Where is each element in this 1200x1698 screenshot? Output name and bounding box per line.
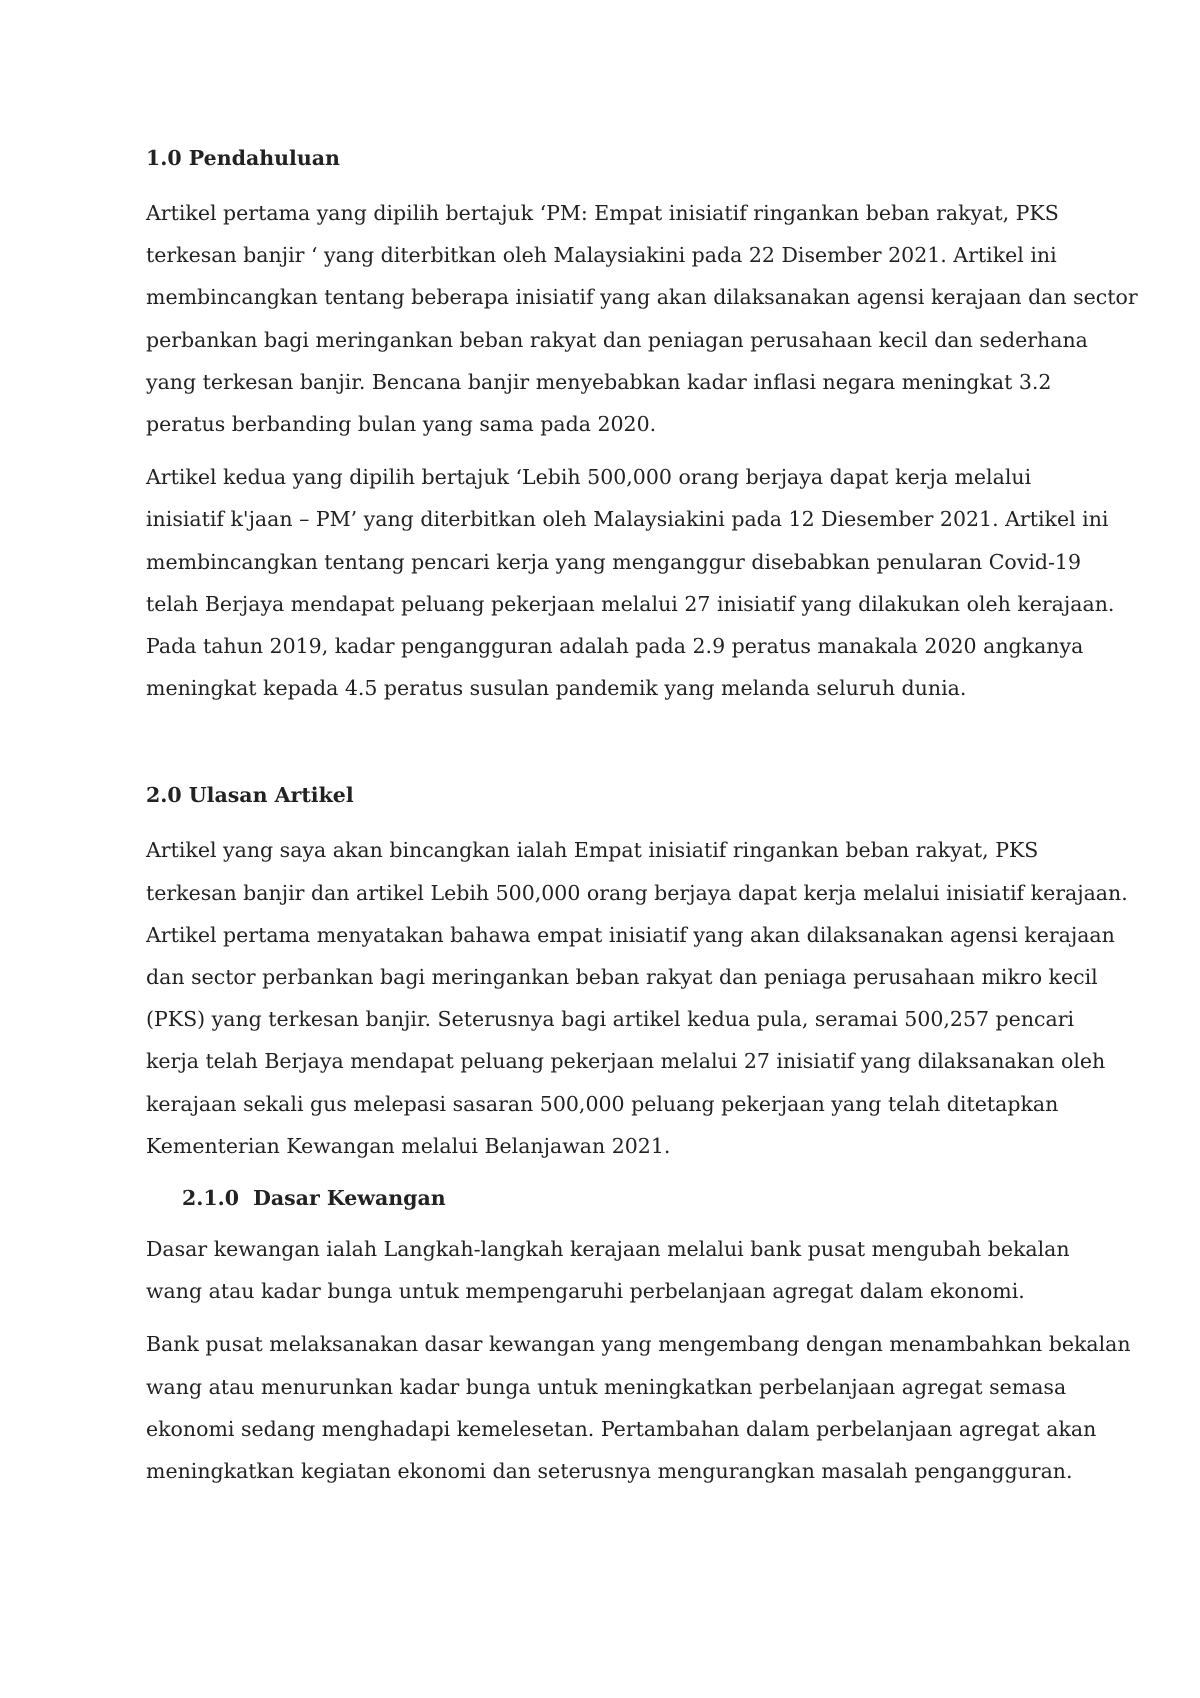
paragraph-bank-pusat xyxy=(146,1323,1131,1492)
subsection-number: 2.1.0 xyxy=(182,1186,240,1211)
text-line: terkesan banjir dan artikel Lebih 500,000 orang berjaya dapat kerja melalui inisiatif kerajaan. xyxy=(146,880,1128,905)
text-line: meningkat kepada 4.5 peratus susulan pandemik yang melanda seluruh dunia. xyxy=(146,676,967,701)
document-body xyxy=(146,138,1138,1503)
text-line: kerja telah Berjaya mendapat peluang pekerjaan melalui 27 inisiatif yang dilaksanakan oleh xyxy=(146,1049,1106,1074)
text-line: Dasar kewangan ialah Langkah-langkah kerajaan melalui bank pusat mengubah bekalan xyxy=(146,1237,1070,1262)
text-line: (PKS) yang terkesan banjir. Seterusnya bagi artikel kedua pula, seramai 500,257 pencari xyxy=(146,1007,1075,1032)
text-line: perbankan bagi meringankan beban rakyat dan peniagan perusahaan kecil dan sederhana xyxy=(146,327,1088,352)
section-spacer xyxy=(146,720,1076,775)
text-line: Pada tahun 2019, kadar pengangguran adalah pada 2.9 peratus manakala 2020 angkanya xyxy=(146,634,1084,659)
text-line: Artikel pertama menyatakan bahawa empat inisiatif yang akan dilaksanakan agensi kerajaan xyxy=(146,922,1115,947)
text-line: dan sector perbankan bagi meringankan beban rakyat dan peniaga perusahaan mikro kecil xyxy=(146,965,1098,990)
section-heading-ulasan-artikel: 2.0 Ulasan Artikel xyxy=(146,783,354,808)
subsection-title: Dasar Kewangan xyxy=(253,1186,446,1211)
text-line: wang atau kadar bunga untuk mempengaruhi perbelanjaan agregat dalam ekonomi. xyxy=(146,1279,1025,1304)
text-line: yang terkesan banjir. Bencana banjir menyebabkan kadar inflasi negara meningkat 3.2 xyxy=(146,369,1052,394)
paragraph-ulasan xyxy=(146,829,1128,1167)
paragraph-artikel-kedua xyxy=(146,456,1115,709)
paragraph-definisi-dasar-kewangan xyxy=(146,1228,1076,1312)
text-line: meningkatkan kegiatan ekonomi dan seterusnya mengurangkan masalah pengangguran. xyxy=(146,1459,1073,1484)
text-line: peratus berbanding bulan yang sama pada 2020. xyxy=(146,412,657,437)
paragraph-artikel-pertama xyxy=(146,192,1138,445)
subsection-heading-dasar-kewangan xyxy=(182,1178,1076,1218)
text-line: Bank pusat melaksanakan dasar kewangan yang mengembang dengan menambahkan bekalan xyxy=(146,1332,1131,1357)
text-line: terkesan banjir ‘ yang diterbitkan oleh Malaysiakini pada 22 Disember 2021. Artikel ini xyxy=(146,243,1057,268)
text-line: ekonomi sedang menghadapi kemelesetan. Pertambahan dalam perbelanjaan agregat akan xyxy=(146,1416,1097,1441)
text-line: Artikel pertama yang dipilih bertajuk ‘PM: Empat inisiatif ringankan beban rakyat, PKS xyxy=(146,201,1059,225)
section-heading-pendahuluan: 1.0 Pendahuluan xyxy=(146,146,340,170)
text-line: kerajaan sekali gus melepasi sasaran 500,000 peluang pekerjaan yang telah ditetapkan xyxy=(146,1091,1059,1116)
text-line: inisiatif k'jaan – PM’ yang diterbitkan oleh Malaysiakini pada 12 Diesember 2021. Artikel ini xyxy=(146,507,1109,532)
text-line: membincangkan tentang pencari kerja yang menganggur disebabkan penularan Covid-19 xyxy=(146,549,1082,574)
text-line: wang atau menurunkan kadar bunga untuk meningkatkan perbelanjaan agregat semasa xyxy=(146,1374,1067,1399)
text-line: Kementerian Kewangan melalui Belanjawan 2021. xyxy=(146,1133,671,1158)
text-line: Artikel yang saya akan bincangkan ialah Empat inisiatif ringankan beban rakyat, PKS xyxy=(146,838,1039,863)
text-line: telah Berjaya mendapat peluang pekerjaan melalui 27 inisiatif yang dilakukan oleh kerajaan. xyxy=(146,591,1115,616)
text-line: Artikel kedua yang dipilih bertajuk ‘Lebih 500,000 orang berjaya dapat kerja melalui xyxy=(146,465,1032,490)
text-line: membincangkan tentang beberapa inisiatif yang akan dilaksanakan agensi kerajaan dan sector xyxy=(146,285,1138,310)
